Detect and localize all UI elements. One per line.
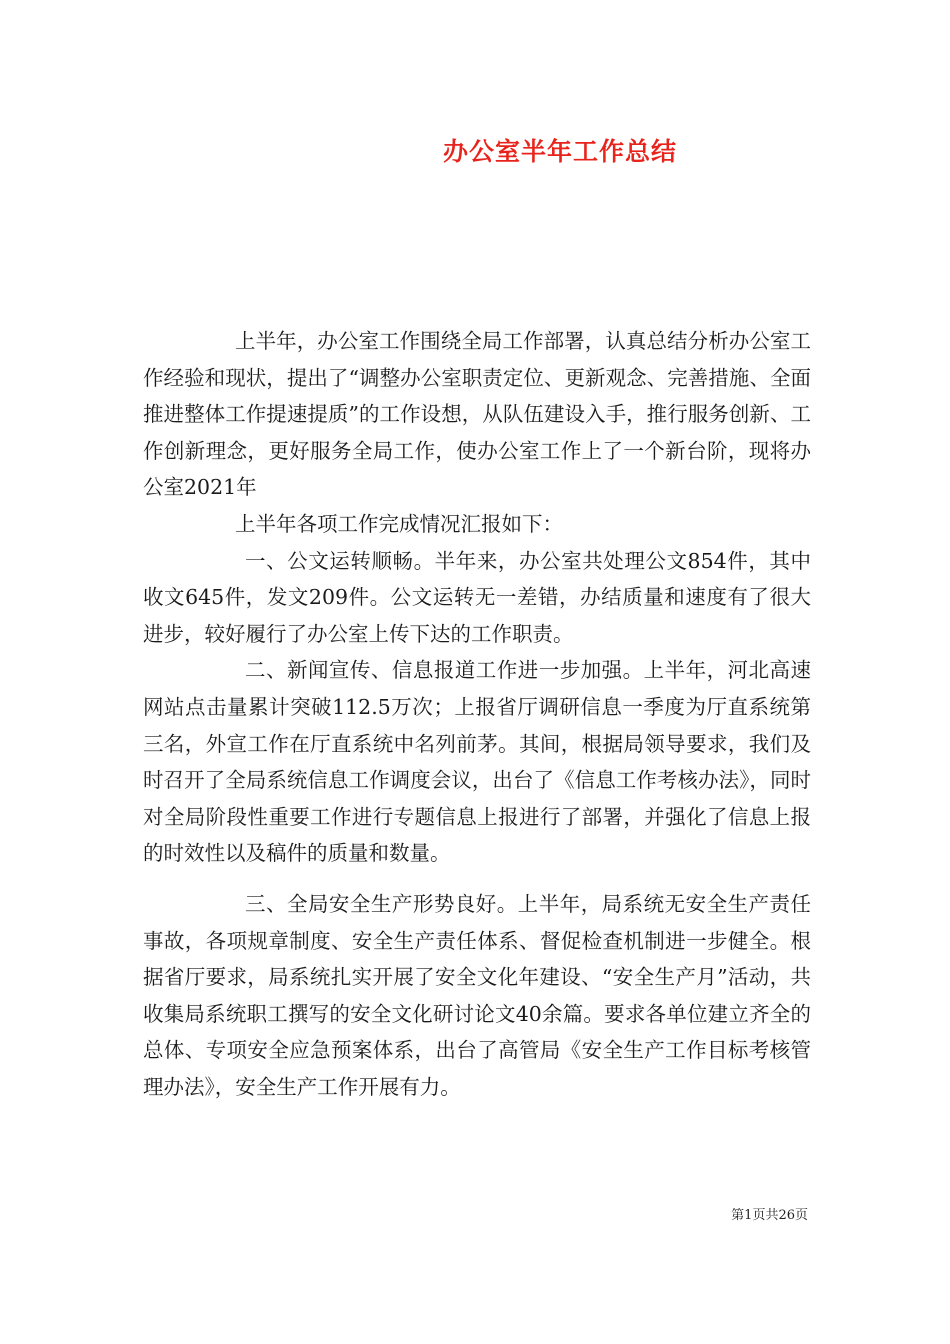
- paragraph-section-2: 二、新闻宣传、信息报道工作进一步加强。上半年，河北高速网站点击量累计突破112.5万次；上报省厅调研信息一季度为厅直系统第三名，外宣工作在厅直系统中名列前茅。其间，根据局领导要求，我们及时召开了全局系统信息工作调度会议，出台了《信息工作考核办法》，同时对全局阶段性重要工作进行专题信息上报进行了部署，并强化了信息上报的时效性以及稿件的质量和数量。: [143, 658, 811, 866]
- paragraph-section-3: 三、全局安全生产形势良好。上半年，局系统无安全生产责任事故，各项规章制度、安全生产责任体系、督促检查机制进一步健全。根据省厅要求，局系统扎实开展了安全文化年建设、“安全生产月”活动，共收集局系统职工撰写的安全文化研讨论文40余篇。要求各单位建立齐全的总体、专项安全应急预案体系，出台了高管局《安全生产工作目标考核管理办法》，安全生产工作开展有力。: [143, 891, 811, 1099]
- page-number-footer: 第1页共26页: [731, 1208, 808, 1223]
- paragraph-intro-continued: 上半年各项工作完成情况汇报如下：: [235, 511, 563, 536]
- page-title: 办公室半年工作总结: [442, 137, 677, 166]
- paragraph-intro: 上半年，办公室工作围绕全局工作部署，认真总结分析办公室工作经验和现状，提出了“调整办公室职责定位、更新观念、完善措施、全面推进整体工作提速提质”的工作设想，从队伍建设入手，推行服务创新、工作创新理念，更好服务全局工作，使办公室工作上了一个新台阶，现将办公室2021年: [143, 329, 811, 500]
- document-body: [143, 323, 811, 1105]
- paragraph-section-1: 一、公文运转顺畅。半年来，办公室共处理公文854件，其中收文645件，发文209件。公文运转无一差错，办结质量和速度有了很大进步，较好履行了办公室上传下达的工作职责。: [143, 548, 811, 646]
